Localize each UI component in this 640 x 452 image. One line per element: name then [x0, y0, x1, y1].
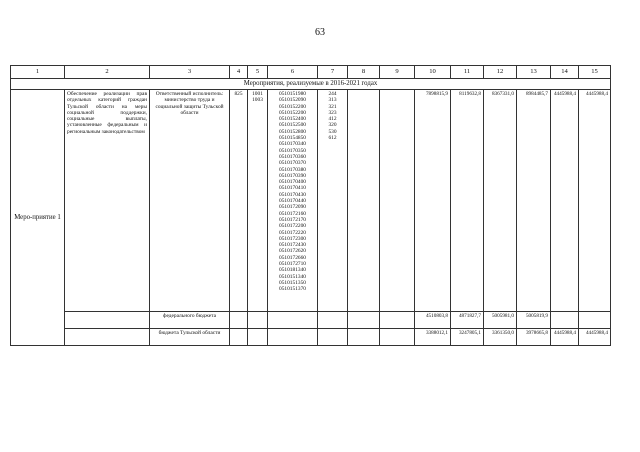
target-code: 0510170390	[279, 172, 306, 179]
target-code: 0510151980	[279, 91, 306, 97]
section-code: 1001 1003	[248, 90, 268, 312]
target-code: 0510151370	[279, 286, 306, 293]
event-description: Обеспечение реализации прав отдельных категорий граждан Тульской области на меры социальной поддержки, социальные выплаты, установленные федеральным и региональным законодательством	[65, 90, 150, 312]
page-number: 63	[315, 27, 325, 38]
empty-cell	[318, 312, 348, 329]
header-cell: 3	[150, 66, 230, 79]
target-codes	[268, 90, 318, 312]
expense-code: 321	[328, 103, 337, 110]
empty-cell	[318, 329, 348, 346]
target-code: 0510170380	[279, 166, 306, 173]
value-cell	[551, 312, 579, 329]
header-cell: 1	[11, 66, 65, 79]
expense-code: 412	[328, 116, 337, 123]
value-cell: 8119632,8	[451, 90, 484, 312]
empty-cell	[248, 312, 268, 329]
expense-code: 313	[328, 97, 337, 104]
empty-cell	[230, 329, 248, 346]
empty-cell	[380, 90, 415, 312]
target-code: 0510172430	[279, 242, 306, 249]
header-cell: 9	[380, 66, 415, 79]
target-code: 0510170350	[279, 147, 306, 154]
event-label: Меро-приятие 1	[11, 90, 65, 346]
event-executor: Ответственный исполнитель: министерство труда и социальной защиты Тульской области	[150, 90, 230, 312]
target-code: 0510170440	[279, 198, 306, 205]
target-code: 0510152200	[279, 109, 306, 116]
value-cell: 5005819,9	[517, 312, 551, 329]
value-cell: 5005981,0	[484, 312, 517, 329]
value-cell: 8367331,0	[484, 90, 517, 312]
empty-cell	[230, 312, 248, 329]
header-row	[11, 66, 611, 79]
value-cell: 3361350,0	[484, 329, 517, 346]
target-code: 0510170370	[279, 160, 306, 167]
funding-row-federal	[11, 312, 611, 329]
target-code: 0510172160	[279, 210, 306, 217]
target-code: 0510151340	[279, 273, 306, 280]
target-code: 0510152800	[279, 128, 306, 135]
value-cell: 4445988,4	[551, 90, 579, 312]
expense-code: 244	[328, 91, 337, 97]
value-cell: 4510803,8	[415, 312, 451, 329]
empty-cell	[268, 312, 318, 329]
value-cell: 3978665,8	[517, 329, 551, 346]
funding-row-regional	[11, 329, 611, 346]
target-code: 0510170430	[279, 191, 306, 198]
header-cell: 15	[579, 66, 611, 79]
header-cell: 5	[248, 66, 268, 79]
empty-cell	[348, 312, 380, 329]
target-code: 0510172710	[279, 261, 306, 268]
empty-cell	[268, 329, 318, 346]
value-cell: 4445988,4	[579, 90, 611, 312]
empty-cell	[348, 329, 380, 346]
header-cell: 7	[318, 66, 348, 79]
value-cell: 3388012,1	[415, 329, 451, 346]
target-code: 0510152500	[279, 122, 306, 129]
expense-code: 323	[328, 109, 337, 116]
expense-code: 530	[328, 128, 337, 135]
target-code: 0510154850	[279, 135, 306, 142]
header-cell: 8	[348, 66, 380, 79]
section-title: Мероприятия, реализуемые в 2016-2021 годах	[11, 79, 611, 90]
target-code: 0510172620	[279, 248, 306, 255]
target-code: 0510181340	[279, 267, 306, 274]
header-cell: 2	[65, 66, 150, 79]
target-code: 0510172200	[279, 223, 306, 230]
event-row	[11, 90, 611, 312]
target-code: 0510172300	[279, 235, 306, 242]
header-cell: 6	[268, 66, 318, 79]
header-cell: 11	[451, 66, 484, 79]
target-code: 0510172660	[279, 254, 306, 261]
target-code: 0510172090	[279, 204, 306, 211]
target-code: 0510170360	[279, 153, 306, 160]
target-code: 0510170410	[279, 185, 306, 192]
funding-source: федерального бюджета	[150, 312, 230, 329]
target-code: 0510170400	[279, 179, 306, 186]
value-cell: 4445988,4	[579, 329, 611, 346]
expense-code: 612	[328, 135, 337, 142]
empty-cell	[65, 329, 150, 346]
expense-codes	[318, 90, 348, 312]
header-cell: 4	[230, 66, 248, 79]
empty-cell	[65, 312, 150, 329]
header-cell: 12	[484, 66, 517, 79]
header-cell: 10	[415, 66, 451, 79]
value-cell: 3247805,1	[451, 329, 484, 346]
value-cell	[579, 312, 611, 329]
section-row	[11, 79, 611, 90]
value-cell: 4871827,7	[451, 312, 484, 329]
header-cell: 14	[551, 66, 579, 79]
target-code: 0510152400	[279, 116, 306, 123]
grbs-code: 825	[230, 90, 248, 312]
value-cell: 8984485,7	[517, 90, 551, 312]
target-code: 0510172170	[279, 216, 306, 223]
empty-cell	[348, 90, 380, 312]
value-cell: 4445988,4	[551, 329, 579, 346]
target-code: 0510152090	[279, 97, 306, 104]
funding-source: бюджета Тульской области	[150, 329, 230, 346]
empty-cell	[380, 312, 415, 329]
value-cell: 7898815,9	[415, 90, 451, 312]
expense-code: 320	[328, 122, 337, 129]
empty-cell	[380, 329, 415, 346]
budget-table	[10, 65, 611, 346]
target-code: 0510151350	[279, 279, 306, 286]
target-code: 0510170340	[279, 141, 306, 148]
header-cell: 13	[517, 66, 551, 79]
empty-cell	[248, 329, 268, 346]
target-code: 0510172220	[279, 229, 306, 236]
target-code: 0510152200	[279, 103, 306, 110]
